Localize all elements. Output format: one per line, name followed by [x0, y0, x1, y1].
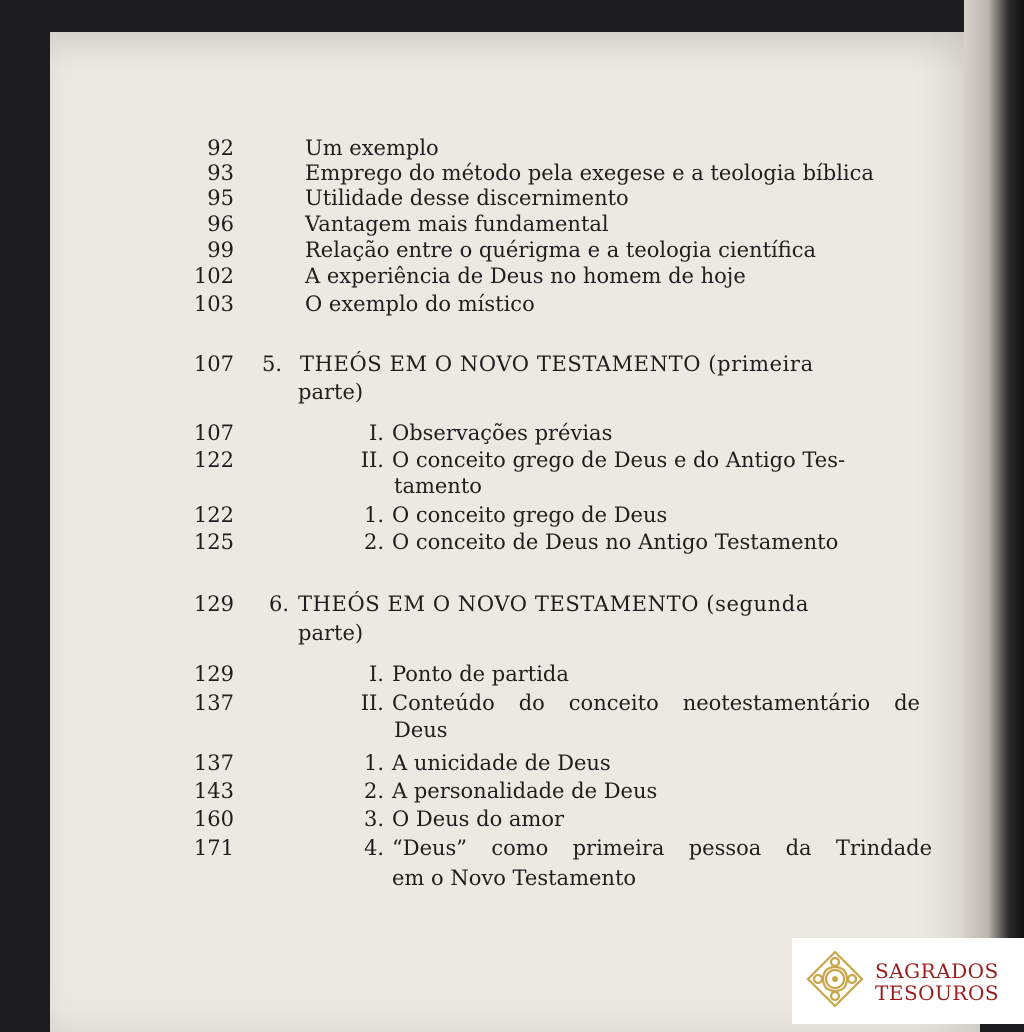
toc-page-number: 160 [193, 807, 234, 831]
toc-entry [0, 662, 1024, 690]
chapter-title: THEÓS EM O NOVO TESTAMENTO (segunda [298, 592, 809, 616]
toc-page-number: 96 [207, 212, 234, 236]
toc-entry-title: A personalidade de Deus [392, 779, 658, 803]
toc-entry-continuation: em o Novo Testamento [392, 866, 637, 890]
toc-entry-title: Utilidade desse discernimento [305, 186, 629, 210]
toc-entry-cont [0, 474, 1024, 502]
toc-entry [0, 448, 1024, 476]
toc-entry [0, 264, 1024, 292]
section-marker: 3. [363, 807, 384, 831]
section-marker: I. [369, 421, 384, 445]
toc-page-number: 99 [207, 238, 234, 262]
toc-page-number: 93 [207, 161, 234, 185]
toc-entry-title: O Deus do amor [392, 807, 565, 831]
toc-page-number: 137 [193, 691, 234, 715]
chapter-title-continuation: parte) [298, 380, 364, 404]
ornament-icon [804, 948, 866, 1010]
section-marker: 2. [363, 530, 384, 554]
toc-page-number: 122 [193, 503, 234, 527]
section-marker: 1. [363, 503, 384, 527]
toc-page-number: 92 [207, 136, 234, 160]
toc-entry [0, 136, 1024, 164]
chapter-number: 5. [262, 352, 283, 376]
toc-entry [0, 836, 1024, 864]
toc-page-number: 103 [193, 292, 234, 316]
chapter-title: THEÓS EM O NOVO TESTAMENTO (primeira [300, 352, 814, 376]
toc-entry-title: A experiência de Deus no homem de hoje [305, 264, 746, 288]
toc-entry-title: O conceito grego de Deus e do Antigo Tes- [392, 448, 846, 472]
toc-page-number: 102 [193, 264, 234, 288]
watermark-text [875, 960, 999, 1004]
toc-entry [0, 751, 1024, 779]
toc-entry-title: Um exemplo [305, 136, 439, 160]
toc-page-number: 171 [193, 836, 234, 860]
toc-entry-title: A unicidade de Deus [392, 751, 611, 775]
toc-page-number: 95 [207, 186, 234, 210]
toc-page-number: 129 [193, 662, 234, 686]
section-marker: II. [360, 448, 384, 472]
section-marker: I. [369, 662, 384, 686]
chapter-number: 6. [269, 592, 290, 616]
toc-chapter-heading [0, 592, 1024, 620]
watermark-line2: TESOUROS [875, 981, 1000, 1005]
toc-entry [0, 161, 1024, 189]
toc-entry-continuation: Deus [394, 718, 448, 742]
toc-entry-cont [0, 866, 1024, 894]
toc-page-number: 129 [193, 592, 234, 616]
toc-entry-title: Conteúdo do conceito neotestamentário de [392, 691, 920, 715]
section-marker: II. [360, 691, 384, 715]
toc-page-number: 137 [193, 751, 234, 775]
section-marker: 2. [363, 779, 384, 803]
toc-entry-continuation: tamento [394, 474, 482, 498]
toc-chapter-heading [0, 352, 1024, 380]
toc-entry [0, 779, 1024, 807]
toc-entry [0, 186, 1024, 214]
chapter-title-continuation: parte) [298, 621, 364, 645]
section-marker: 1. [363, 751, 384, 775]
toc-chapter-heading-cont [0, 380, 1024, 408]
toc-entry [0, 421, 1024, 449]
toc-entry-cont [0, 718, 1024, 746]
toc-entry-title: “Deus” como primeira pessoa da Trindade [392, 836, 932, 860]
toc-page-number: 143 [193, 779, 234, 803]
toc-entry [0, 212, 1024, 240]
toc-entry-title: Relação entre o quérigma e a teologia científica [305, 238, 817, 262]
toc-entry [0, 238, 1024, 266]
toc-page-number: 122 [193, 448, 234, 472]
toc-page-number: 107 [193, 421, 234, 445]
toc-entry [0, 530, 1024, 558]
toc-entry-title: Observações prévias [392, 421, 613, 445]
toc-entry-title: O exemplo do místico [305, 292, 535, 316]
toc-entry-title: Vantagem mais fundamental [305, 212, 609, 236]
section-marker: 4. [363, 836, 384, 860]
toc-chapter-heading-cont [0, 621, 1024, 649]
toc-entry [0, 292, 1024, 320]
watermark-line1: SAGRADOS [875, 959, 999, 983]
toc-entry-title: O conceito de Deus no Antigo Testamento [392, 530, 839, 554]
toc-entry [0, 807, 1024, 835]
toc-page-number: 125 [193, 530, 234, 554]
watermark-logo [792, 938, 1024, 1024]
toc-entry [0, 503, 1024, 531]
toc-entry-title: Ponto de partida [392, 662, 569, 686]
toc-entry [0, 691, 1024, 719]
toc-page-number: 107 [193, 352, 234, 376]
toc-entry-title: Emprego do método pela exegese e a teologia bíblica [305, 161, 874, 185]
toc-entry-title: O conceito grego de Deus [392, 503, 668, 527]
